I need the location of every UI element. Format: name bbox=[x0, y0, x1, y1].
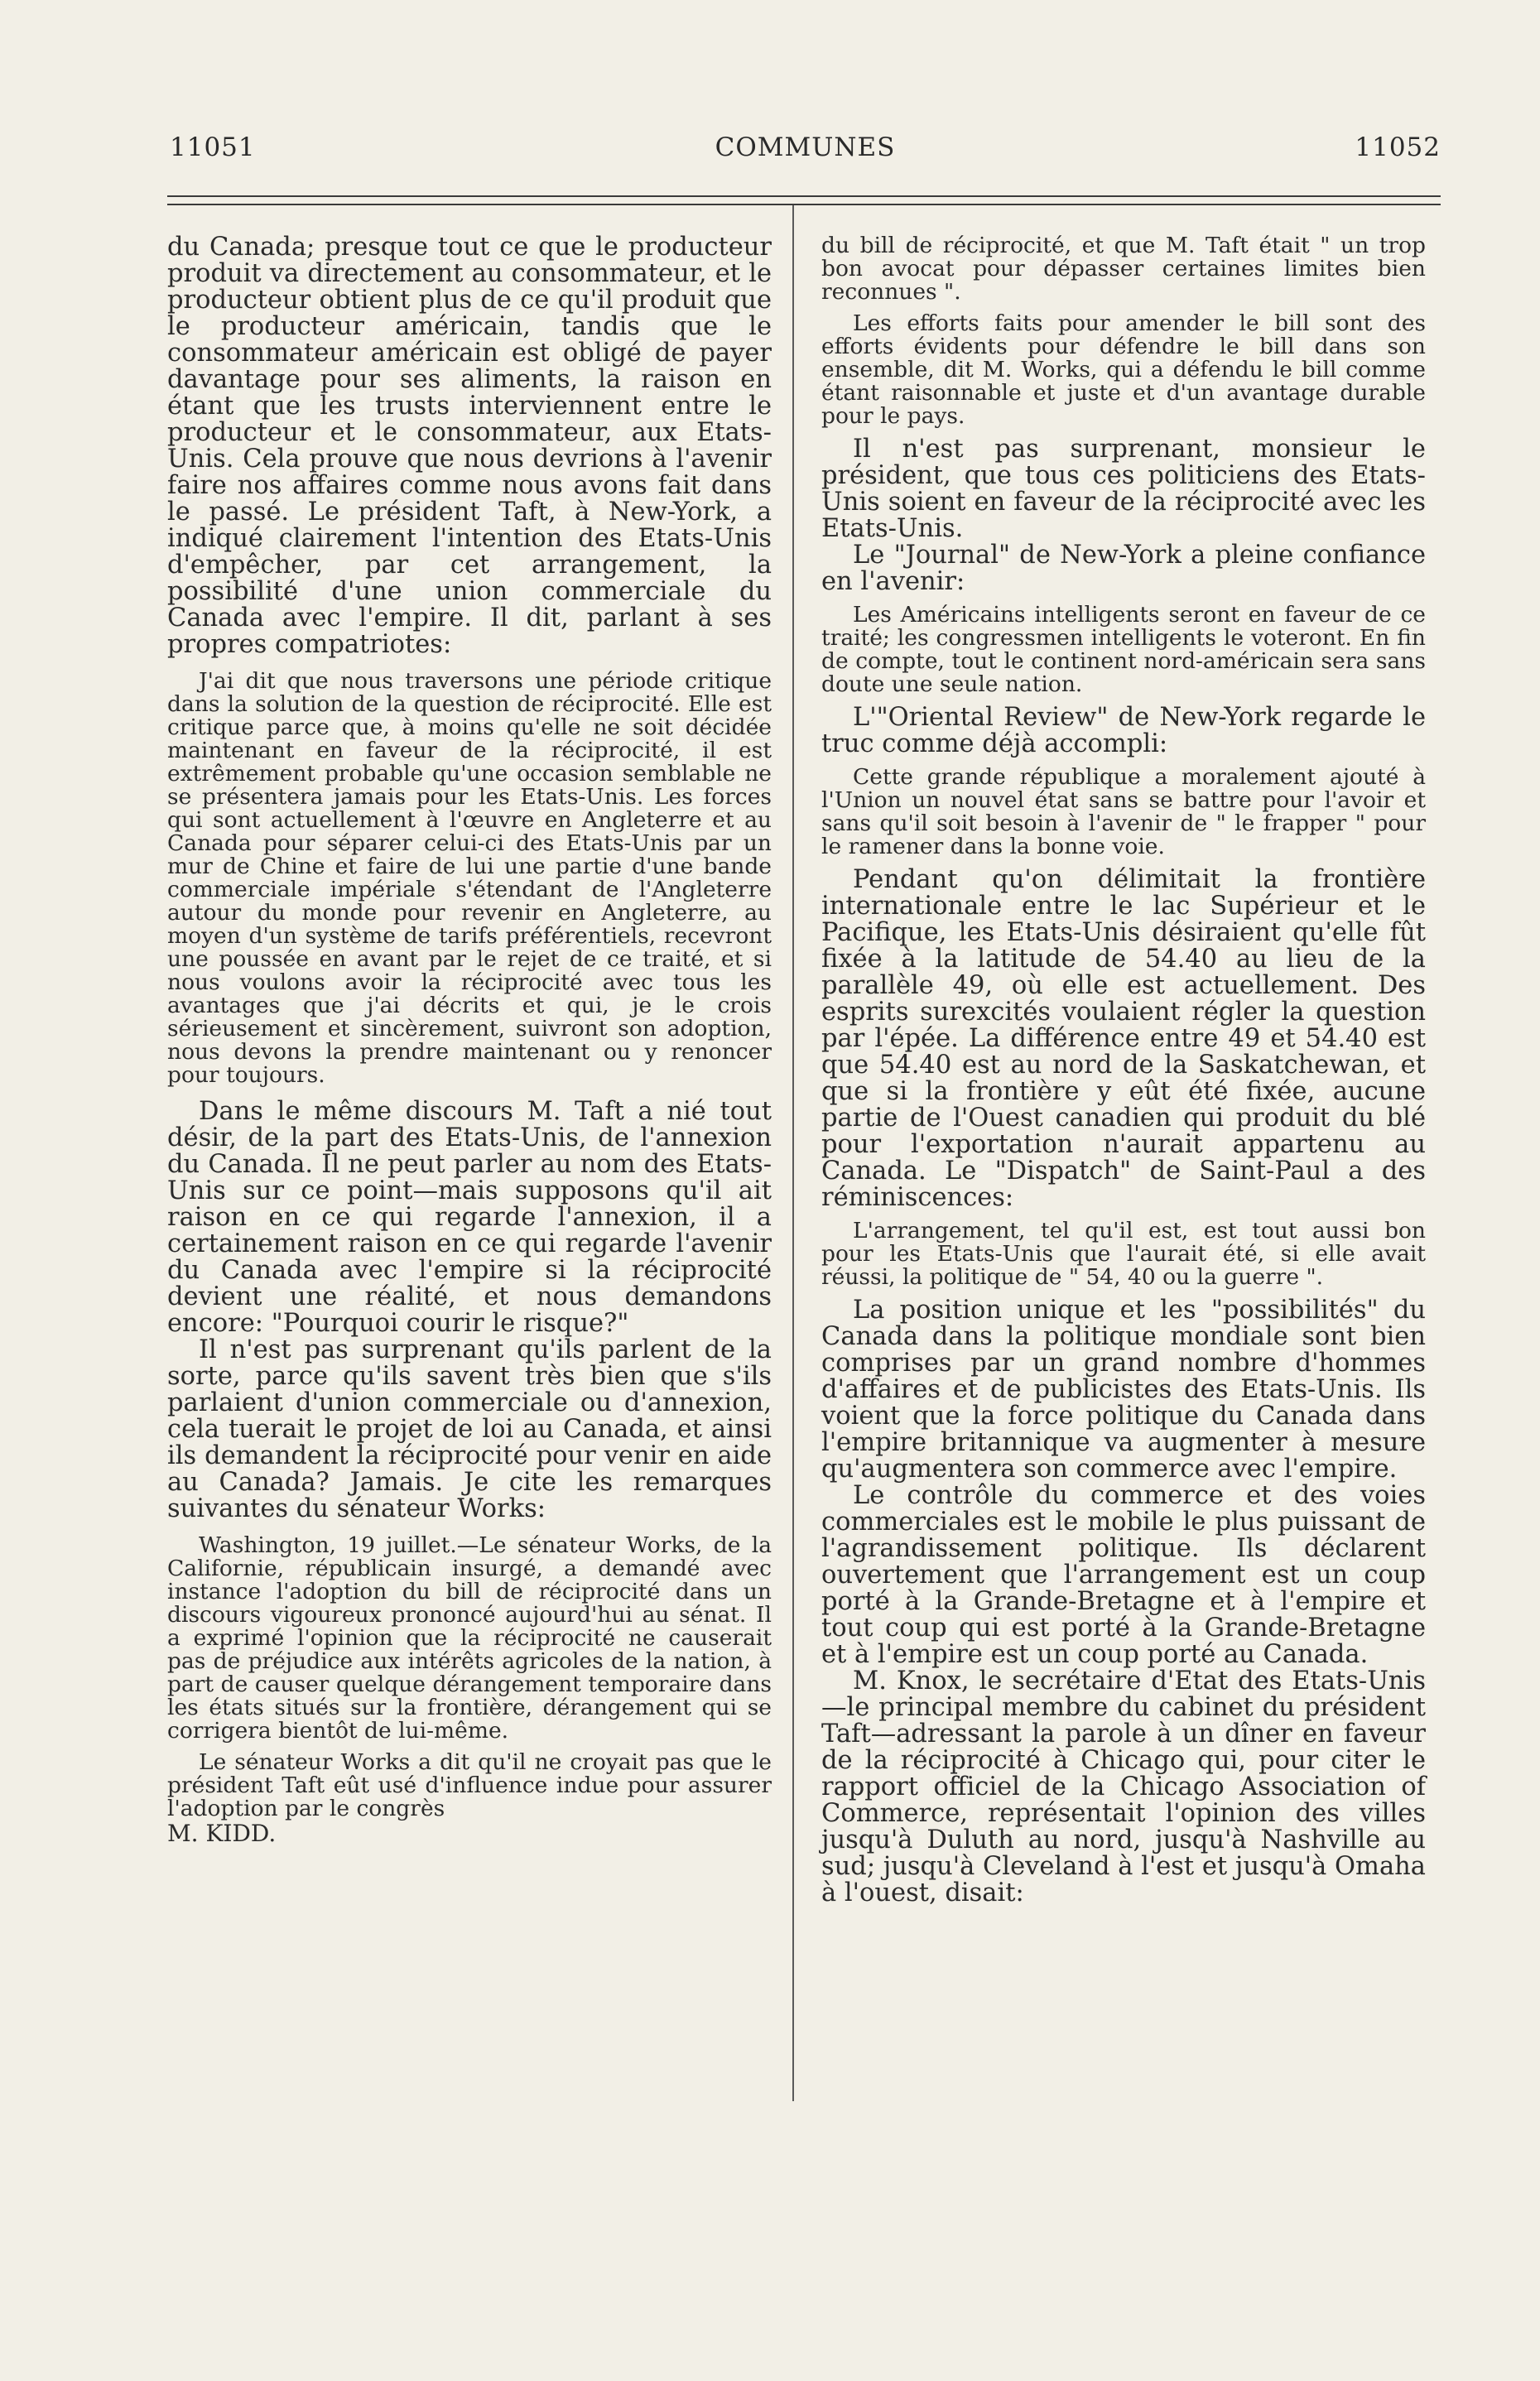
block-quote: Les efforts faits pour amender le bill sont des efforts évidents pour défendre le bill dans son ensemble, dit M. Works, qui a défendu le bill comme étant raisonnable et juste et d'un avantage durable pour le pays. bbox=[821, 310, 1426, 429]
paragraph: du Canada; presque tout ce que le producteur produit va directement au consommateur, et le producteur obtient plus de ce qu'il produit que le producteur américain, tandis que le consommateur américain est obligé de payer davantage pour ses aliments, la raison en étant que les trusts interviennent entre le producteur et le consommateur, aux Etats-Unis. Cela prouve que nous devrions à l'avenir faire nos affaires comme nous avons fait dans le passé. Le président Taft, à New-York, a indiqué clairement l'intention des Etats-Unis d'empêcher, par cet arrangement, la possibilité d'une union commerciale du Canada avec l'empire. Il dit, parlant à ses propres compatriotes: bbox=[167, 233, 772, 659]
paragraph: Pendant qu'on délimitait la frontière internationale entre le lac Supérieur et le Pacifique, les Etats-Unis désiraient qu'elle fût fixée à la latitude de 54.40 au lieu de la parallèle 49, où elle est actuellement. Des esprits surexcités voulaient régler la question par l'épée. La différence entre 49 et 54.40 est que 54.40 est au nord de la Saskatchewan, et que si la frontière y eût été fixée, aucune partie de l'Ouest canadien qui produit du blé pour l'exportation n'aurait appartenu au Canada. Le "Dispatch" de Saint-Paul a des réminiscences: bbox=[821, 865, 1426, 1212]
page-header bbox=[170, 132, 1441, 174]
header-rule-bottom bbox=[167, 204, 1441, 205]
paragraph: Dans le même discours M. Taft a nié tout désir, de la part des Etats-Unis, de l'annexion du Canada. Il ne peut parler au nom des Etats-Unis sur ce point—mais supposons qu'il ait raison en ce qui regarde l'annexion, il a certainement raison en ce qui regarde l'avenir du Canada avec l'empire si la réciprocité devient une réalité, et nous demandons encore: "Pourquoi courir le risque?" bbox=[167, 1097, 772, 1338]
paragraph: M. Knox, le secrétaire d'Etat des Etats-Unis—le principal membre du cabinet du président Taft—adressant la parole à un dîner en faveur de la réciprocité à Chicago qui, pour citer le rapport officiel de la Chicago Association of Commerce, représentait l'opinion des villes jusqu'à Duluth au nord, jusqu'à Nashville au sud; jusqu'à Cleveland à l'est et jusqu'à Omaha à l'ouest, disait: bbox=[821, 1667, 1426, 1907]
block-quote: L'arrangement, tel qu'il est, est tout aussi bon pour les Etats-Unis que l'aurait été, si elle avait réussi, la politique de " 54, 40 ou la guerre ". bbox=[821, 1218, 1426, 1290]
block-quote: Washington, 19 juillet.—Le sénateur Works, de la Californie, républicain insurgé, a demandé avec instance l'adoption du bill de réciprocité dans un discours vigoureux prononcé aujourd'hui au sénat. Il a exprimé l'opinion que la réciprocité ne causerait pas de préjudice aux intérêts agricoles de la nation, à part de causer quelque dérangement temporaire dans les états situés sur la frontière, dérangement qui se corrigera bientôt de lui-même. bbox=[167, 1532, 772, 1744]
paragraph: Il n'est pas surprenant qu'ils parlent de la sorte, parce qu'ils savent très bien que s'ils parlaient d'union commerciale ou d'annexion, cela tuerait le projet de loi au Canada, et ainsi ils demandent la réciprocité pour venir en aide au Canada? Jamais. Je cite les remarques suivantes du sénateur Works: bbox=[167, 1335, 772, 1523]
header-rule-top bbox=[167, 195, 1441, 197]
page-number-right: 11052 bbox=[1355, 132, 1441, 162]
paragraph: Il n'est pas surprenant, monsieur le président, que tous ces politiciens des Etats-Unis soient en faveur de la réciprocité avec les Etats-Unis. bbox=[821, 435, 1426, 543]
block-quote: Le sénateur Works a dit qu'il ne croyait pas que le président Taft eût usé d'influence indue pour assurer l'adoption par le congrès bbox=[167, 1749, 772, 1821]
paragraph: Le contrôle du commerce et des voies commerciales est le mobile le plus puissant de l'agrandissement politique. Ils déclarent ouvertement que l'arrangement est un coup porté à la Grande-Bretagne et à l'empire et tout coup qui est porté à la Grande-Bretagne et à l'empire est un coup porté au Canada. bbox=[821, 1481, 1426, 1669]
column-divider bbox=[792, 205, 794, 2101]
speaker-signature: M. KIDD. bbox=[167, 1820, 277, 1847]
paragraph: L'"Oriental Review" de New-York regarde le truc comme déjà accompli: bbox=[821, 703, 1426, 758]
paragraph: La position unique et les "possibilités" du Canada dans la politique mondiale sont bien comprises par un grand nombre d'hommes d'affaires et de publicistes des Etats-Unis. Ils voient que la force politique du Canada dans l'empire britannique va augmenter à mesure qu'augmentera son commerce avec l'empire. bbox=[821, 1296, 1426, 1484]
block-quote: Les Américains intelligents seront en faveur de ce traité; les congressmen intelligents le voteront. En fin de compte, tout le continent nord-américain sera sans doute une seule nation. bbox=[821, 602, 1426, 697]
page-number-left: 11051 bbox=[170, 132, 256, 162]
block-quote: J'ai dit que nous traversons une période critique dans la solution de la question de réciprocité. Elle est critique parce que, à moins qu'elle ne soit décidée maintenant en faveur de la réciprocité, il est extrêmement probable qu'une occasion semblable ne se présentera jamais pour les Etats-Unis. Les forces qui sont actuellement à l'œuvre en Angleterre et au Canada pour séparer celui-ci des Etats-Unis par un mur de Chine et faire de lui une partie d'une bande commerciale impériale s'étendant de l'Angleterre autour du monde pour revenir en Angleterre, au moyen d'un système de tarifs préférentiels, recevront une poussée en avant par le rejet de ce traité, et si nous voulons avoir la réciprocité avec tous les avantages que j'ai décrits et qui, je le crois sérieusement et sincèrement, suivront son adoption, nous devons la prendre maintenant ou y renoncer pour toujours. bbox=[167, 668, 772, 1088]
block-quote: Cette grande république a moralement ajouté à l'Union un nouvel état sans se battre pour l'avoir et sans qu'il soit besoin à l'avenir de " le frapper " pour le ramener dans la bonne voie. bbox=[821, 764, 1426, 859]
paragraph: Le "Journal" de New-York a pleine confiance en l'avenir: bbox=[821, 541, 1426, 596]
left-column bbox=[167, 234, 772, 1847]
running-title: COMMUNES bbox=[715, 132, 896, 162]
block-quote: du bill de réciprocité, et que M. Taft était " un trop bon avocat pour dépasser certaines limites bien reconnues ". bbox=[821, 233, 1426, 305]
right-column bbox=[821, 234, 1426, 1907]
